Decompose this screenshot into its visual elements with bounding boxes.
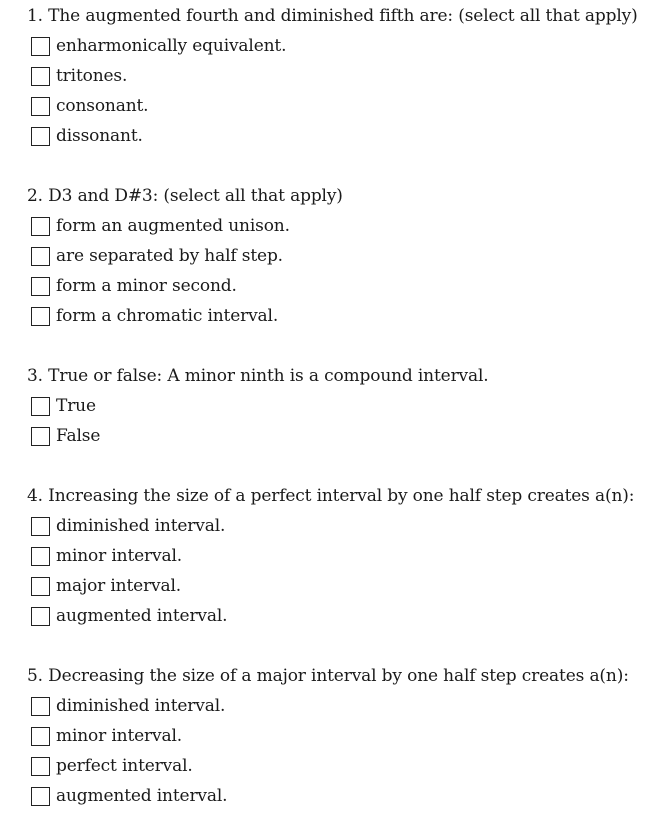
option-label: form an augmented unison. [56,216,290,236]
checkbox[interactable] [31,217,50,236]
option-label: minor interval. [56,546,183,566]
option-label: dissonant. [56,126,143,146]
checkbox[interactable] [31,127,50,146]
checkbox[interactable] [31,37,50,56]
question-5-text: 5. Decreasing the size of a major interval by one half step creates a(n): [27,666,629,686]
option-label: diminished interval. [56,516,226,536]
checkbox[interactable] [31,547,50,566]
question-1 [27,1,647,151]
question-3-option-1[interactable] [27,391,647,421]
question-5-option-3[interactable] [27,751,647,781]
question-1-text: 1. The augmented fourth and diminished fifth are: (select all that apply) [27,6,638,26]
checkbox[interactable] [31,307,50,326]
question-1-option-1[interactable] [27,31,647,61]
option-label: major interval. [56,576,182,596]
question-4-option-2[interactable] [27,541,647,571]
question-3-option-2[interactable] [27,421,647,451]
question-2-text: 2. D3 and D#3: (select all that apply) [27,186,343,206]
checkbox[interactable] [31,517,50,536]
question-1-option-3[interactable] [27,91,647,121]
question-3-text: 3. True or false: A minor ninth is a compound interval. [27,366,489,386]
checkbox[interactable] [31,427,50,446]
question-5 [27,661,647,811]
checkbox[interactable] [31,787,50,806]
question-4 [27,481,647,631]
option-label: True [56,396,96,416]
question-4-option-4[interactable] [27,601,647,631]
checkbox[interactable] [31,277,50,296]
option-label: diminished interval. [56,696,226,716]
question-3 [27,361,647,451]
question-1-option-2[interactable] [27,61,647,91]
checkbox[interactable] [31,577,50,596]
option-label: minor interval. [56,726,183,746]
option-label: tritones. [56,66,128,86]
question-2-option-1[interactable] [27,211,647,241]
option-label: augmented interval. [56,606,228,626]
question-1-option-4[interactable] [27,121,647,151]
question-2 [27,181,647,331]
checkbox[interactable] [31,397,50,416]
option-label: enharmonically equivalent. [56,36,287,56]
checkbox[interactable] [31,757,50,776]
checkbox[interactable] [31,97,50,116]
checkbox[interactable] [31,727,50,746]
question-5-option-4[interactable] [27,781,647,811]
checkbox[interactable] [31,247,50,266]
checkbox[interactable] [31,67,50,86]
option-label: False [56,426,101,446]
option-label: perfect interval. [56,756,193,776]
option-label: consonant. [56,96,149,116]
option-label: are separated by half step. [56,246,283,266]
question-5-option-2[interactable] [27,721,647,751]
question-2-option-3[interactable] [27,271,647,301]
question-5-option-1[interactable] [27,691,647,721]
question-4-option-1[interactable] [27,511,647,541]
option-label: form a minor second. [56,276,237,296]
checkbox[interactable] [31,697,50,716]
option-label: augmented interval. [56,786,228,806]
question-4-option-3[interactable] [27,571,647,601]
question-4-text: 4. Increasing the size of a perfect interval by one half step creates a(n): [27,486,635,506]
option-label: form a chromatic interval. [56,306,279,326]
question-2-option-4[interactable] [27,301,647,331]
checkbox[interactable] [31,607,50,626]
question-2-option-2[interactable] [27,241,647,271]
